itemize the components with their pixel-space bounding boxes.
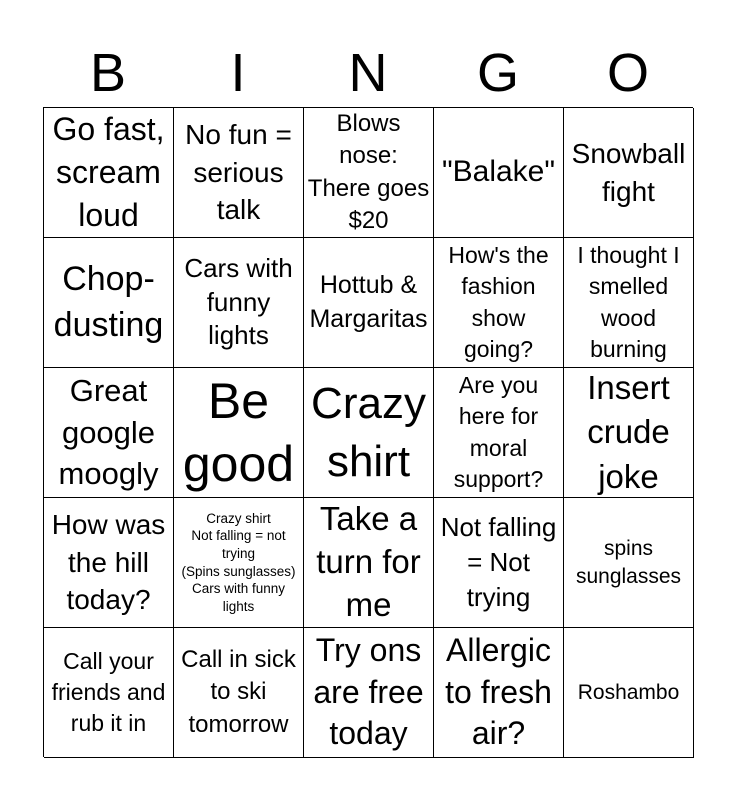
cell-text: Hottub & Margaritas (309, 270, 428, 333)
cell-text: Not falling = Not trying (440, 511, 557, 613)
bingo-cell (174, 368, 304, 498)
cell-text: Call in sick to ski tomorrow (181, 645, 296, 738)
cell-text: spins sunglasses (575, 537, 682, 588)
cell-text: Cars with funny lights (184, 252, 293, 351)
cell-text: How was the hill today? (51, 508, 166, 616)
bingo-cell (564, 108, 694, 238)
cell-text: No fun = serious talk (185, 118, 292, 226)
bingo-header (43, 40, 693, 106)
cell-text: Try ons are free today (313, 632, 424, 752)
cell-text: Blows nose: There goes $20 (307, 109, 430, 234)
bingo-cell (564, 498, 694, 628)
cell-text: Be good (182, 373, 295, 492)
bingo-cell (44, 368, 174, 498)
cell-text: I thought I smelled wood burning (577, 242, 680, 362)
bingo-cell (174, 238, 304, 368)
cell-text: Are you here for moral support? (453, 372, 544, 492)
bingo-cell (44, 238, 174, 368)
bingo-cell (304, 238, 434, 368)
cell-text: Chop-dusting (53, 259, 164, 344)
cell-text: Great google moogly (58, 372, 159, 492)
bingo-cell (304, 628, 434, 758)
bingo-cell (564, 628, 694, 758)
cell-text: Insert crude joke (587, 368, 670, 495)
bingo-grid (43, 107, 693, 757)
bingo-cell (44, 628, 174, 758)
bingo-cell (434, 368, 564, 498)
bingo-cell (174, 628, 304, 758)
bingo-cell (304, 108, 434, 238)
cell-text: "Balake" (441, 155, 556, 189)
bingo-cell (434, 238, 564, 368)
cell-text: Roshambo (577, 680, 680, 704)
cell-text: Snowball fight (571, 137, 686, 207)
cell-text: How's the fashion show going? (448, 242, 549, 362)
bingo-cell (174, 108, 304, 238)
cell-text: Call your friends and rub it in (51, 647, 166, 737)
bingo-cell (434, 498, 564, 628)
cell-text: Go fast, scream loud (52, 110, 165, 234)
header-letter-g: G (476, 43, 519, 103)
header-letter-o: O (606, 43, 649, 103)
bingo-cell (304, 498, 434, 628)
bingo-cell (174, 498, 304, 628)
header-letter-n: N (348, 43, 388, 103)
bingo-cell (434, 628, 564, 758)
cell-text: Allergic to fresh air? (445, 632, 552, 752)
cell-text: Take a turn for me (316, 500, 421, 623)
bingo-cell (44, 498, 174, 628)
bingo-cell (304, 368, 434, 498)
bingo-cell (564, 368, 694, 498)
cell-text: Crazy shirt Not falling = not trying (Spins sunglasses) Cars with funny lights (181, 510, 296, 614)
cell-text: Crazy shirt (311, 379, 426, 486)
header-letter-b: B (89, 43, 127, 103)
bingo-cell (564, 238, 694, 368)
header-letter-i: I (230, 43, 246, 103)
bingo-cell (44, 108, 174, 238)
bingo-cell (434, 108, 564, 238)
